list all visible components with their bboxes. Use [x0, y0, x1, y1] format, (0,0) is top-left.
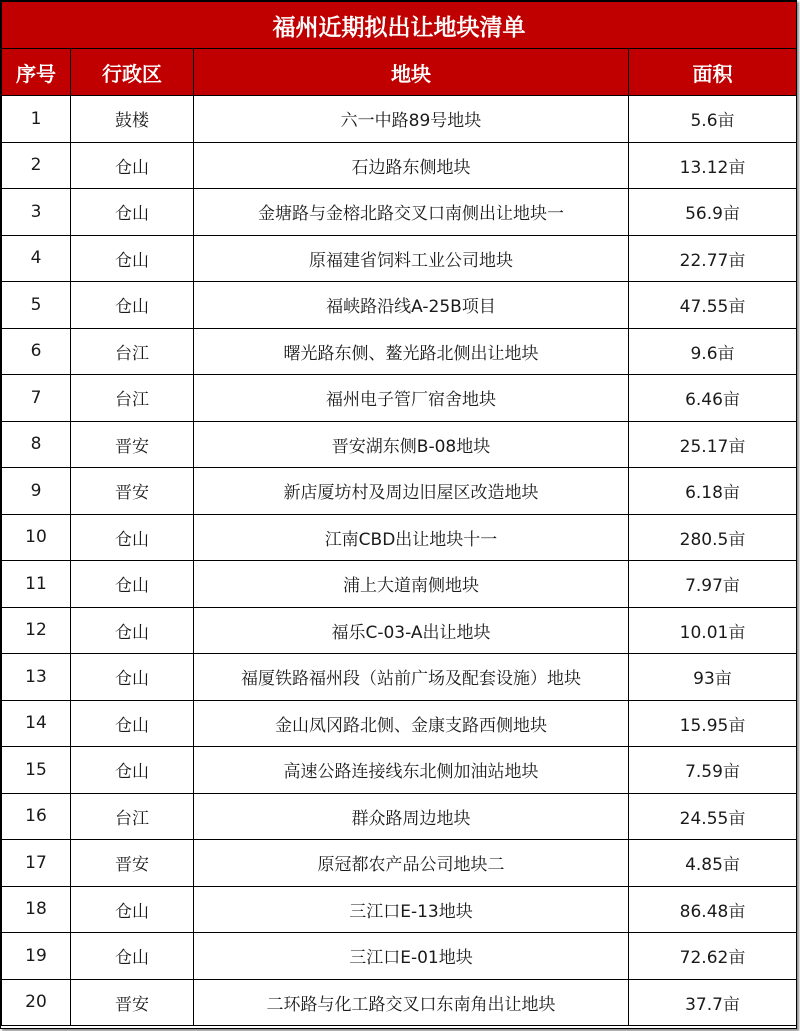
- cell-area: 72.62亩: [629, 933, 797, 980]
- table-row: [2, 421, 797, 468]
- cell-index: 20: [2, 979, 71, 1026]
- cell-index: 12: [2, 607, 71, 654]
- cell-index: 15: [2, 747, 71, 794]
- cell-parcel: 金山凤冈路北侧、金康支路西侧地块: [194, 700, 629, 747]
- table-row: [2, 607, 797, 654]
- cell-parcel: 群众路周边地块: [194, 793, 629, 840]
- cell-district: 鼓楼: [71, 96, 194, 143]
- cell-area: 93亩: [629, 654, 797, 701]
- cell-index: 14: [2, 700, 71, 747]
- cell-index: 8: [2, 421, 71, 468]
- cell-parcel: 福厦铁路福州段（站前广场及配套设施）地块: [194, 654, 629, 701]
- cell-district: 仓山: [71, 235, 194, 282]
- cell-district: 仓山: [71, 933, 194, 980]
- table-row: [2, 328, 797, 375]
- cell-index: 7: [2, 375, 71, 422]
- cell-district: 仓山: [71, 142, 194, 189]
- cell-area: 6.46亩: [629, 375, 797, 422]
- cell-index: 18: [2, 886, 71, 933]
- cell-area: 47.55亩: [629, 282, 797, 329]
- table-row: [2, 375, 797, 422]
- column-header-district: 行政区: [71, 49, 194, 96]
- cell-district: 仓山: [71, 189, 194, 236]
- cell-parcel: 曙光路东侧、鳌光路北侧出让地块: [194, 328, 629, 375]
- cell-parcel: 石边路东侧地块: [194, 142, 629, 189]
- cell-area: 7.97亩: [629, 561, 797, 608]
- cell-area: 9.6亩: [629, 328, 797, 375]
- table-row: [2, 561, 797, 608]
- cell-parcel: 江南CBD出让地块十一: [194, 514, 629, 561]
- cell-area: 24.55亩: [629, 793, 797, 840]
- cell-district: 晋安: [71, 468, 194, 515]
- cell-area: 37.7亩: [629, 979, 797, 1026]
- cell-district: 晋安: [71, 421, 194, 468]
- cell-index: 2: [2, 142, 71, 189]
- cell-index: 9: [2, 468, 71, 515]
- cell-parcel: 三江口E-01地块: [194, 933, 629, 980]
- cell-area: 4.85亩: [629, 840, 797, 887]
- cell-parcel: 原福建省饲料工业公司地块: [194, 235, 629, 282]
- cell-index: 4: [2, 235, 71, 282]
- cell-area: 6.18亩: [629, 468, 797, 515]
- column-header-parcel: 地块: [194, 49, 629, 96]
- table-row: [2, 793, 797, 840]
- table-row: [2, 747, 797, 794]
- cell-parcel: 福州电子管厂宿舍地块: [194, 375, 629, 422]
- cell-area: 7.59亩: [629, 747, 797, 794]
- table-row: [2, 933, 797, 980]
- table-row: [2, 654, 797, 701]
- cell-index: 6: [2, 328, 71, 375]
- cell-index: 17: [2, 840, 71, 887]
- cell-index: 5: [2, 282, 71, 329]
- cell-district: 仓山: [71, 747, 194, 794]
- cell-parcel: 福峡路沿线A-25B项目: [194, 282, 629, 329]
- cell-index: 11: [2, 561, 71, 608]
- column-header-area: 面积: [629, 49, 797, 96]
- cell-area: 86.48亩: [629, 886, 797, 933]
- cell-area: 13.12亩: [629, 142, 797, 189]
- cell-area: 56.9亩: [629, 189, 797, 236]
- cell-district: 仓山: [71, 886, 194, 933]
- cell-area: 25.17亩: [629, 421, 797, 468]
- cell-index: 3: [2, 189, 71, 236]
- table-row: [2, 282, 797, 329]
- cell-parcel: 福乐C-03-A出让地块: [194, 607, 629, 654]
- cell-district: 晋安: [71, 979, 194, 1026]
- cell-area: 5.6亩: [629, 96, 797, 143]
- cell-district: 晋安: [71, 840, 194, 887]
- cell-area: 280.5亩: [629, 514, 797, 561]
- table-row: [2, 142, 797, 189]
- table-row: [2, 700, 797, 747]
- cell-parcel: 新店厦坊村及周边旧屋区改造地块: [194, 468, 629, 515]
- cell-parcel: 六一中路89号地块: [194, 96, 629, 143]
- cell-parcel: 三江口E-13地块: [194, 886, 629, 933]
- cell-index: 1: [2, 96, 71, 143]
- cell-index: 19: [2, 933, 71, 980]
- cell-index: 16: [2, 793, 71, 840]
- cell-district: 台江: [71, 375, 194, 422]
- table-row: [2, 886, 797, 933]
- cell-index: 10: [2, 514, 71, 561]
- table-row: [2, 840, 797, 887]
- cell-parcel: 高速公路连接线东北侧加油站地块: [194, 747, 629, 794]
- cell-area: 10.01亩: [629, 607, 797, 654]
- table-row: [2, 189, 797, 236]
- cell-district: 仓山: [71, 654, 194, 701]
- cell-parcel: 金塘路与金榕北路交叉口南侧出让地块一: [194, 189, 629, 236]
- column-header-index: 序号: [2, 49, 71, 96]
- table-row: [2, 96, 797, 143]
- table-row: [2, 979, 797, 1026]
- table-row: [2, 235, 797, 282]
- cell-district: 仓山: [71, 282, 194, 329]
- cell-district: 仓山: [71, 514, 194, 561]
- cell-area: 22.77亩: [629, 235, 797, 282]
- table-row: [2, 468, 797, 515]
- cell-parcel: 浦上大道南侧地块: [194, 561, 629, 608]
- cell-parcel: 二环路与化工路交叉口东南角出让地块: [194, 979, 629, 1026]
- cell-district: 仓山: [71, 700, 194, 747]
- cell-district: 仓山: [71, 607, 194, 654]
- table-title: 福州近期拟出让地块清单: [2, 2, 797, 49]
- cell-parcel: 晋安湖东侧B-08地块: [194, 421, 629, 468]
- cell-index: 13: [2, 654, 71, 701]
- table-body: [2, 96, 797, 1026]
- cell-area: 15.95亩: [629, 700, 797, 747]
- cell-district: 台江: [71, 793, 194, 840]
- cell-district: 仓山: [71, 561, 194, 608]
- column-header-row: [2, 49, 797, 96]
- table-row: [2, 514, 797, 561]
- cell-parcel: 原冠都农产品公司地块二: [194, 840, 629, 887]
- table-title-row: [2, 2, 797, 49]
- parcel-table: [1, 1, 797, 1026]
- cell-district: 台江: [71, 328, 194, 375]
